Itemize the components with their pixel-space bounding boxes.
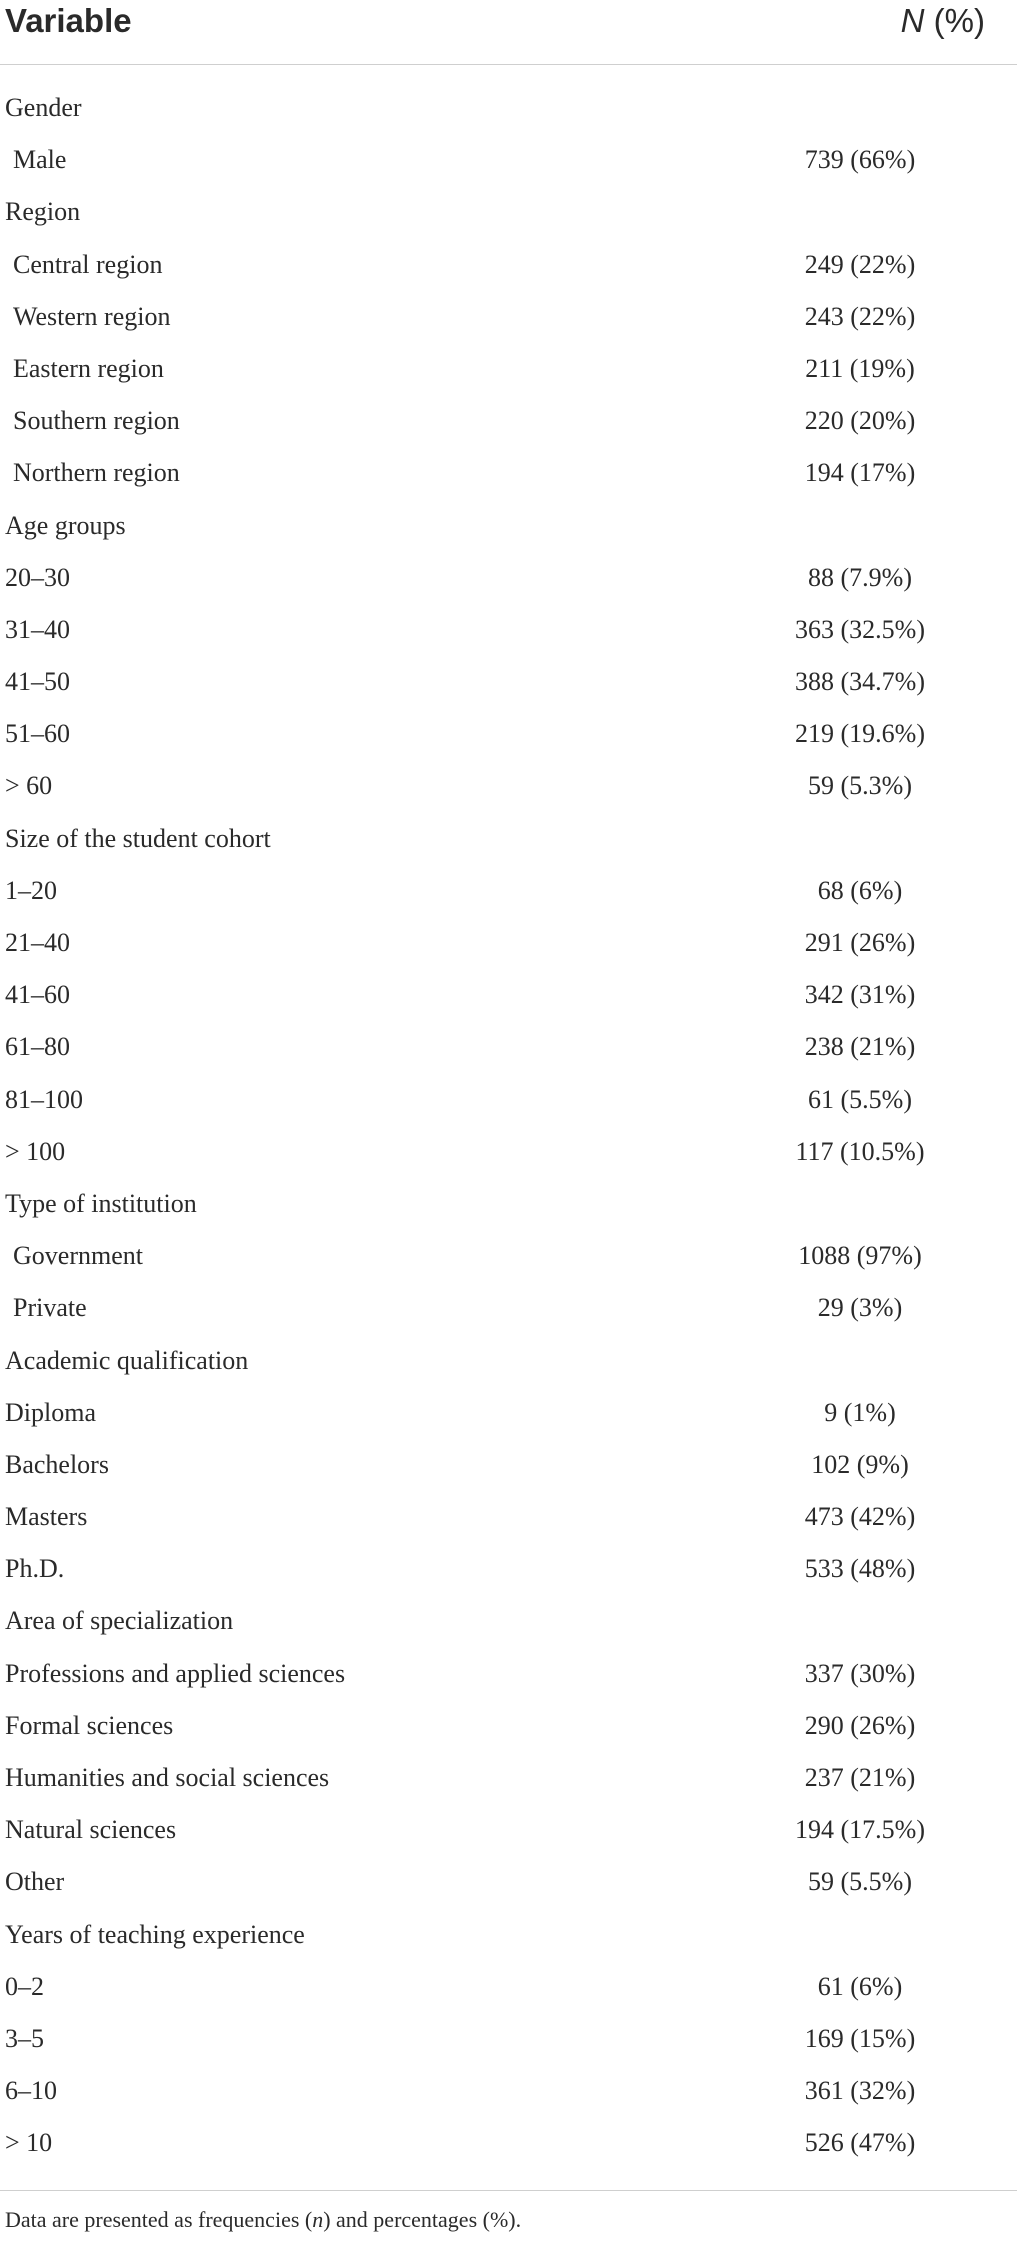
- table-row: [0, 1497, 1017, 1549]
- table-body: [0, 88, 1017, 2176]
- table-row: [0, 140, 1017, 192]
- table-row: [0, 1706, 1017, 1758]
- table-row: [0, 871, 1017, 923]
- row-value: 9 (1%): [824, 1397, 896, 1427]
- row-value: 249 (22%): [804, 249, 916, 279]
- footnote-prefix: Data are presented as frequencies (: [5, 2207, 313, 2232]
- row-value: 68 (6%): [817, 875, 903, 905]
- header-variable: Variable: [5, 2, 132, 39]
- header-n: N: [900, 2, 925, 39]
- row-label: Diploma: [5, 1397, 96, 1427]
- table-section-header: [0, 1184, 1017, 1236]
- row-value: 526 (47%): [804, 2128, 916, 2158]
- row-label: Natural sciences: [5, 1815, 177, 1845]
- row-label: Private: [13, 1293, 87, 1323]
- table-section-header: [0, 819, 1017, 871]
- table-row: [0, 1132, 1017, 1184]
- table-section-header: [0, 506, 1017, 558]
- table-row: [0, 1393, 1017, 1445]
- row-value: 533 (48%): [804, 1554, 916, 1584]
- footnote-suffix: ) and percentages (%).: [323, 2207, 522, 2232]
- row-value: 363 (32.5%): [795, 614, 925, 644]
- table-section-header: [0, 1601, 1017, 1653]
- row-label: Ph.D.: [5, 1554, 65, 1584]
- table-row: [0, 245, 1017, 297]
- row-label: Central region: [13, 249, 163, 279]
- row-label: 1–20: [5, 875, 57, 905]
- table-section-header: [0, 1915, 1017, 1967]
- row-label: Professions and applied sciences: [5, 1658, 346, 1688]
- row-label: Academic qualification: [5, 1345, 249, 1375]
- row-label: Gender: [5, 93, 82, 122]
- row-value: 102 (9%): [811, 1449, 909, 1479]
- header-percent: (%): [924, 2, 985, 39]
- row-value: 211 (19%): [805, 353, 915, 383]
- table-row: [0, 1027, 1017, 1079]
- row-label: Age groups: [5, 510, 126, 540]
- row-label: Humanities and social sciences: [5, 1763, 330, 1792]
- table-row: [0, 1862, 1017, 1914]
- row-label: Type of institution: [5, 1188, 197, 1218]
- row-label: Male: [13, 145, 67, 175]
- table-row: [0, 662, 1017, 714]
- row-label: 20–30: [5, 562, 70, 592]
- row-label: Formal sciences: [5, 1710, 174, 1740]
- table-row: [0, 766, 1017, 818]
- row-value: 388 (34.7%): [795, 667, 925, 697]
- row-label: > 10: [5, 2128, 53, 2158]
- row-label: 41–60: [5, 980, 70, 1010]
- table-row: [0, 2123, 1017, 2175]
- row-label: Southern region: [13, 406, 180, 436]
- table-row: [0, 297, 1017, 349]
- row-value: 337 (30%): [804, 1658, 916, 1688]
- row-label: 61–80: [5, 1032, 70, 1062]
- table-row: [0, 558, 1017, 610]
- table-row: [0, 923, 1017, 975]
- row-label: > 100: [5, 1136, 66, 1166]
- row-value: 194 (17.5%): [795, 1815, 925, 1845]
- row-label: 21–40: [5, 928, 70, 957]
- row-value: 59 (5.5%): [808, 1867, 912, 1897]
- footnote-n: n: [312, 2207, 324, 2232]
- table-section-header: [0, 1341, 1017, 1393]
- table-footnote: [5, 2203, 521, 2237]
- table-footer-divider: [0, 2190, 1017, 2191]
- header-n-percent: [901, 2, 985, 40]
- table-row: [0, 610, 1017, 662]
- row-label: 0–2: [5, 1971, 44, 2001]
- row-label: Years of teaching experience: [5, 1919, 305, 1949]
- row-value: 194 (17%): [804, 458, 916, 488]
- row-value: 29 (3%): [817, 1293, 903, 1323]
- table-row: [0, 1810, 1017, 1862]
- table-row: [0, 1654, 1017, 1706]
- table-row: [0, 349, 1017, 401]
- row-value: 290 (26%): [804, 1710, 916, 1740]
- table-row: [0, 714, 1017, 766]
- row-label: Region: [5, 197, 81, 227]
- row-value: 59 (5.3%): [808, 771, 912, 801]
- row-value: 473 (42%): [804, 1502, 916, 1532]
- table-row: [0, 401, 1017, 453]
- row-value: 739 (66%): [804, 145, 916, 175]
- row-label: Government: [13, 1241, 143, 1271]
- table-row: [0, 1967, 1017, 2019]
- table-row: [0, 975, 1017, 1027]
- table-row: [0, 1236, 1017, 1288]
- row-value: 220 (20%): [804, 406, 916, 436]
- row-label: Northern region: [13, 458, 180, 488]
- table-row: [0, 1758, 1017, 1810]
- table-row: [0, 1445, 1017, 1497]
- row-value: 169 (15%): [804, 2023, 916, 2053]
- table-section-header: [0, 88, 1017, 140]
- table-row: [0, 2019, 1017, 2071]
- row-value: 243 (22%): [804, 301, 916, 331]
- row-value: 219 (19.6%): [795, 719, 925, 749]
- table-row: [0, 1549, 1017, 1601]
- row-label: 3–5: [5, 2023, 44, 2053]
- table-row: [0, 1080, 1017, 1132]
- table-row: [0, 1288, 1017, 1340]
- table-section-header: [0, 192, 1017, 244]
- row-label: 41–50: [5, 667, 70, 697]
- table-header: [0, 0, 1017, 65]
- row-value: 61 (6%): [817, 1971, 903, 2001]
- row-label: Western region: [13, 301, 171, 331]
- row-label: Area of specialization: [5, 1606, 234, 1636]
- row-value: 361 (32%): [804, 2076, 916, 2106]
- row-label: Masters: [5, 1502, 88, 1532]
- table-row: [0, 2071, 1017, 2123]
- row-label: Size of the student cohort: [5, 823, 271, 853]
- row-label: Other: [5, 1867, 65, 1897]
- row-label: 51–60: [5, 719, 70, 749]
- row-value: 1088 (97%): [798, 1241, 922, 1271]
- row-value: 237 (21%): [804, 1763, 916, 1792]
- row-value: 342 (31%): [804, 980, 916, 1010]
- row-label: 81–100: [5, 1084, 83, 1114]
- row-value: 238 (21%): [804, 1032, 916, 1062]
- row-label: > 60: [5, 771, 53, 801]
- row-value: 61 (5.5%): [808, 1084, 912, 1114]
- row-value: 117 (10.5%): [795, 1136, 925, 1166]
- row-label: 6–10: [5, 2076, 57, 2106]
- row-label: 31–40: [5, 614, 70, 644]
- row-value: 291 (26%): [804, 928, 916, 957]
- row-label: Bachelors: [5, 1449, 109, 1479]
- row-value: 88 (7.9%): [808, 562, 912, 592]
- row-label: Eastern region: [13, 353, 164, 383]
- table-row: [0, 453, 1017, 505]
